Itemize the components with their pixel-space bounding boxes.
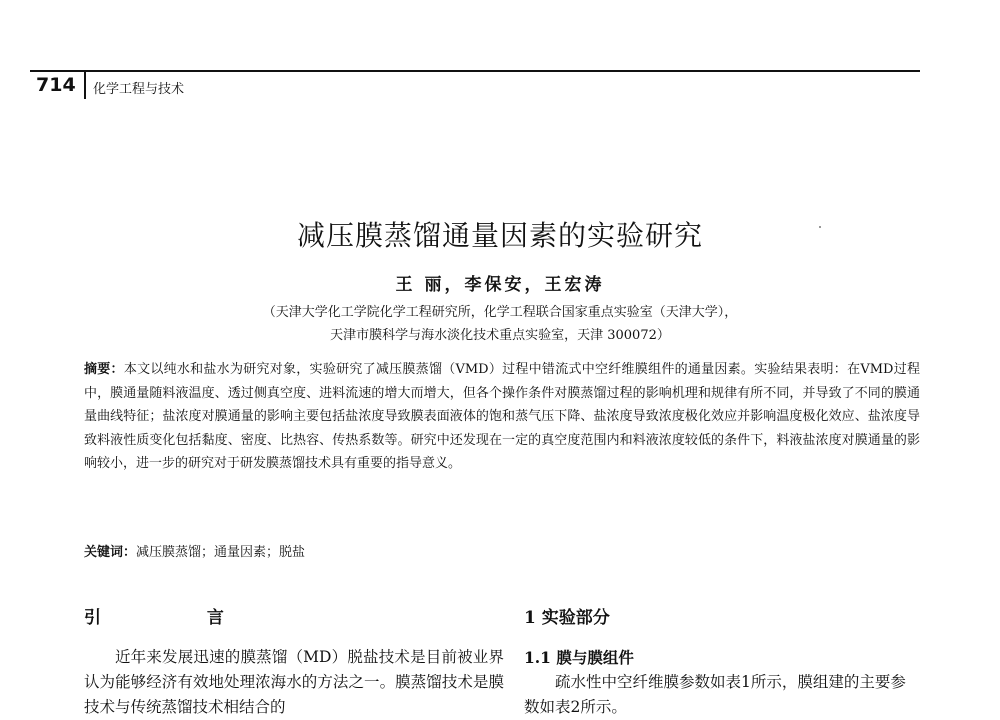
page-number: 714: [36, 74, 76, 96]
intro-paragraph: 近年来发展迅速的膜蒸馏（MD）脱盐技术是目前被业界认为能够经济有效地处理浓海水的方法之一。膜蒸馏技术是膜技术与传统蒸馏技术相结合的: [84, 648, 504, 716]
article-authors: 王 丽，李保安，王宏涛: [395, 275, 605, 295]
section-1-1-heading: 1.1 膜与膜组件: [524, 648, 634, 667]
intro-heading: 引 言: [84, 608, 274, 628]
section-1-1-paragraph: 疏水性中空纤维膜参数如表1所示，膜组建的主要参数如表2所示。: [524, 673, 906, 716]
abstract: [84, 358, 920, 476]
keywords: [84, 541, 305, 560]
header-divider: [84, 71, 86, 99]
section-1-heading: 1 实验部分: [524, 608, 610, 628]
abstract-label: 摘要：: [84, 362, 124, 377]
affiliation-line-2: 天津市膜科学与海水淡化技术重点实验室，天津 300072）: [330, 328, 670, 343]
article-title: 减压膜蒸馏通量因素的实验研究: [296, 219, 703, 252]
journal-name: 化学工程与技术: [93, 82, 185, 97]
header-rule: [30, 70, 920, 72]
abstract-text: 本文以纯水和盐水为研究对象，实验研究了减压膜蒸馏（VMD）过程中错流式中空纤维膜组件的通量因素。实验结果表明：在VMD过程中，膜通量随料液温度、透过侧真空度、进料流速的增大而增大，但各个操作条件对膜蒸馏过程的影响机理和规律有所不同，并导致了不同的膜通量曲线特征；盐浓度对膜通量的影响主要包括盐浓度导致膜表面液体的饱和蒸气压下降、盐浓度导致浓度极化效应并影响温度极化效应、盐浓度导致料液性质变化包括黏度、密度、比热容、传热系数等。研究中还发现在一定的真空度范围内和料液浓度较低的条件下，料液盐浓度对膜通量的影响较小，进一步的研究对于研发膜蒸馏技术具有重要的指导意义。: [84, 362, 920, 471]
keywords-text: 减压膜蒸馏；通量因素；脱盐: [136, 545, 306, 560]
affiliation-line-1: （天津大学化工学院化学工程研究所，化学工程联合国家重点实验室（天津大学），: [262, 305, 738, 320]
keywords-label: 关键词：: [84, 545, 137, 560]
section-1-1: [524, 645, 920, 720]
